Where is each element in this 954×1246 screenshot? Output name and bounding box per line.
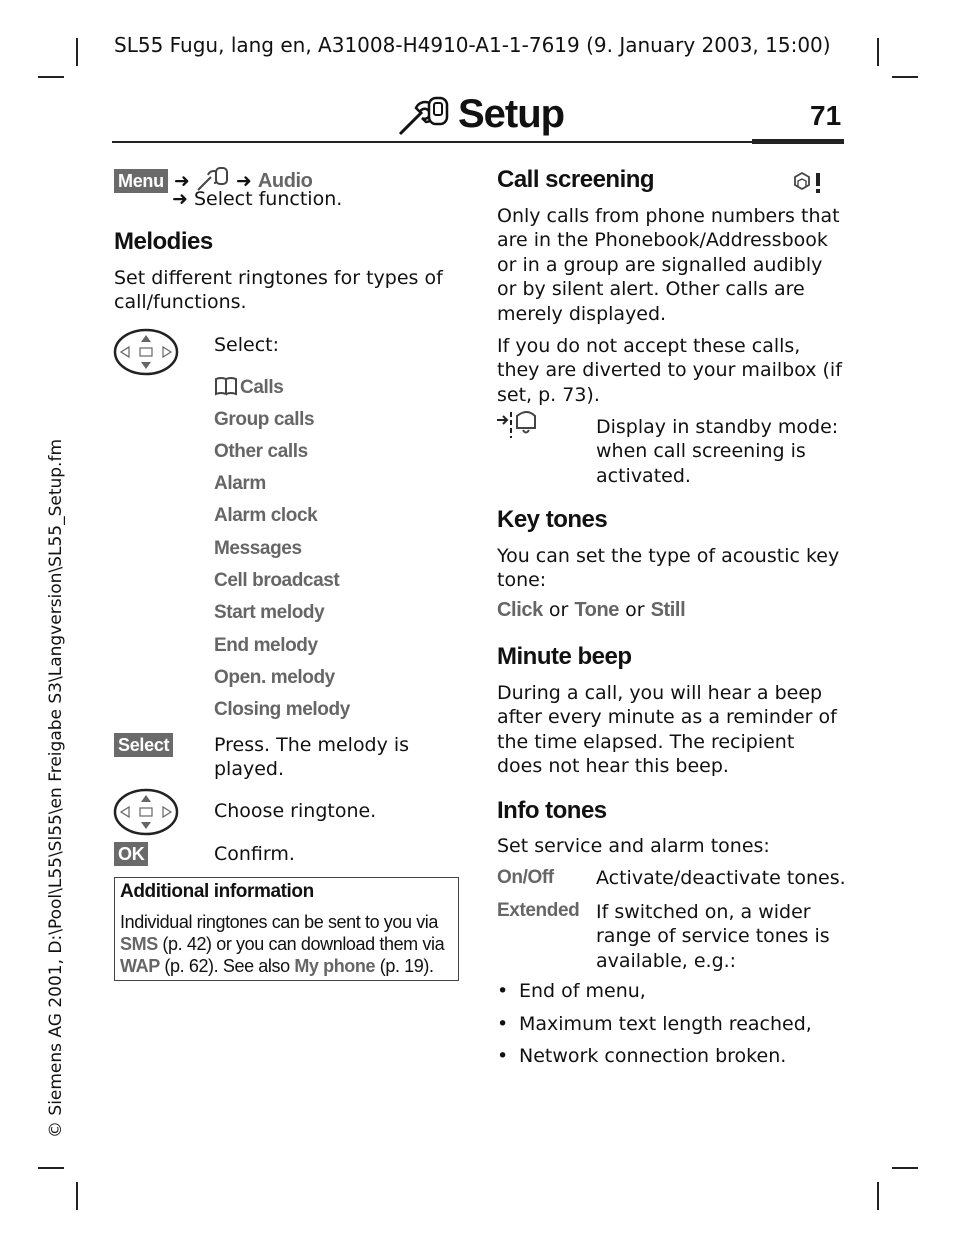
crop-mark <box>877 38 879 66</box>
select-key-wrap <box>114 733 173 757</box>
phonebook-icon <box>214 376 240 396</box>
minute-beep-heading: Minute beep <box>497 643 632 670</box>
info-text: (p. 42) or you can download them via <box>162 934 445 954</box>
menu-item-start-melody[interactable]: Start melody <box>214 602 325 623</box>
select-function-text: Select function. <box>193 188 343 210</box>
ok-key[interactable]: OK <box>114 842 148 866</box>
menu-item-closing-melody[interactable]: Closing melody <box>214 699 350 720</box>
on-off-desc: Activate/deactivate tones. <box>596 867 846 889</box>
info-tones-desc: Set service and alarm tones: <box>497 835 770 857</box>
call-screening-heading: Call screening <box>497 166 655 193</box>
extended-key[interactable]: Extended <box>497 900 580 921</box>
standby-icon <box>495 410 541 440</box>
select-key[interactable]: Select <box>114 733 173 757</box>
menu-item-alarm-clock[interactable]: Alarm clock <box>214 505 318 526</box>
crop-mark <box>76 1182 78 1210</box>
info-text: (p. 62). See also <box>164 956 290 976</box>
menu-item-end-melody[interactable]: End melody <box>214 635 318 656</box>
crop-mark <box>76 38 78 66</box>
standby-desc: Display in standby mode: when call screening is activated. <box>596 416 839 487</box>
navigation-key-icon <box>113 788 179 840</box>
melodies-intro: Set different ringtones for types of call/functions. <box>114 267 443 314</box>
list-item: • Maximum text length reached, <box>497 1013 812 1035</box>
minute-beep-desc: During a call, you will hear a beep after every minute as a reminder of the time elapsed. The recipient does not hear this beep. <box>497 682 837 778</box>
list-item-text: End of menu, <box>519 980 646 1002</box>
menu-item-cell-broadcast[interactable]: Cell broadcast <box>214 570 340 591</box>
nav-select-function <box>172 188 342 210</box>
setup-icon <box>196 166 230 190</box>
side-file-path: © Siemens AG 2001, D:\Pool\L55\Sl55\en Freigabe S3\Langversion\SL55_Setup.fm <box>46 438 66 1138</box>
audio-menu-item[interactable]: Audio <box>257 170 313 192</box>
my-phone-link[interactable]: My phone <box>294 956 376 976</box>
info-box-title: Additional information <box>120 881 314 902</box>
navigation-key-icon <box>113 328 179 380</box>
select-label: Select: <box>214 334 280 356</box>
on-off-key[interactable]: On/Off <box>497 867 554 888</box>
list-item-text: Network connection broken. <box>519 1045 787 1067</box>
list-item-text: Maximum text length reached, <box>519 1013 812 1035</box>
info-tones-heading: Info tones <box>497 797 607 824</box>
menu-item-messages[interactable]: Messages <box>214 538 302 559</box>
menu-item-open-melody[interactable]: Open. melody <box>214 667 335 688</box>
running-header: SL55 Fugu, lang en, A31008-H4910-A1-1-7619 (9. January 2003, 15:00) <box>114 33 831 57</box>
info-text: (p. 19). <box>379 956 434 976</box>
key-tones-desc: You can set the type of acoustic key tone: <box>497 545 840 592</box>
call-screening-p1: Only calls from phone numbers that are in the Phonebook/Addressbook or in a group are signalled audibly or by silent alert. Other calls are merely displayed. <box>497 205 840 325</box>
page-number: 71 <box>810 100 842 131</box>
info-box-text <box>120 911 456 977</box>
sms-link[interactable]: SMS <box>120 934 158 954</box>
list-item: • End of menu, <box>497 980 646 1002</box>
or-text: or <box>625 599 645 621</box>
header-rule <box>112 141 844 143</box>
crop-mark <box>892 1167 918 1169</box>
key-tones-heading: Key tones <box>497 506 608 533</box>
crop-mark <box>38 1167 64 1169</box>
wap-link[interactable]: WAP <box>120 956 160 976</box>
melodies-heading: Melodies <box>114 228 213 255</box>
call-screening-p2: If you do not accept these calls, they are diverted to your mailbox (if set, p. 73). <box>497 335 842 406</box>
arrow-icon: ➜ <box>172 188 188 210</box>
option-click[interactable]: Click <box>497 599 543 621</box>
extended-desc: If switched on, a wider range of service tones is available, e.g.: <box>596 901 830 972</box>
crop-mark <box>38 76 64 78</box>
choose-desc: Choose ringtone. <box>214 800 377 822</box>
option-tone[interactable]: Tone <box>574 599 620 621</box>
arrow-icon: ➜ <box>173 170 190 192</box>
menu-key[interactable]: Menu <box>114 169 168 193</box>
menu-item-alarm[interactable]: Alarm <box>214 473 266 494</box>
ok-desc: Confirm. <box>214 843 295 865</box>
select-desc: Press. The melody is played. <box>214 734 410 781</box>
arrow-icon: ➜ <box>235 170 252 192</box>
network-alert-icon <box>790 170 824 196</box>
header-rule-thick <box>752 139 844 144</box>
menu-item-label: Calls <box>240 377 284 398</box>
crop-mark <box>877 1182 879 1210</box>
menu-item-group-calls[interactable]: Group calls <box>214 409 315 430</box>
ok-key-wrap <box>114 842 148 866</box>
option-still[interactable]: Still <box>650 599 686 621</box>
setup-wrench-icon <box>396 94 452 138</box>
menu-item-other-calls[interactable]: Other calls <box>214 441 308 462</box>
crop-mark <box>892 76 918 78</box>
menu-item-calls[interactable] <box>214 376 283 399</box>
info-text: Individual ringtones can be sent to you via <box>120 912 439 932</box>
or-text: or <box>548 599 569 621</box>
key-tone-options <box>497 599 685 622</box>
page-title: Setup <box>458 92 565 136</box>
list-item: • Network connection broken. <box>497 1045 787 1067</box>
